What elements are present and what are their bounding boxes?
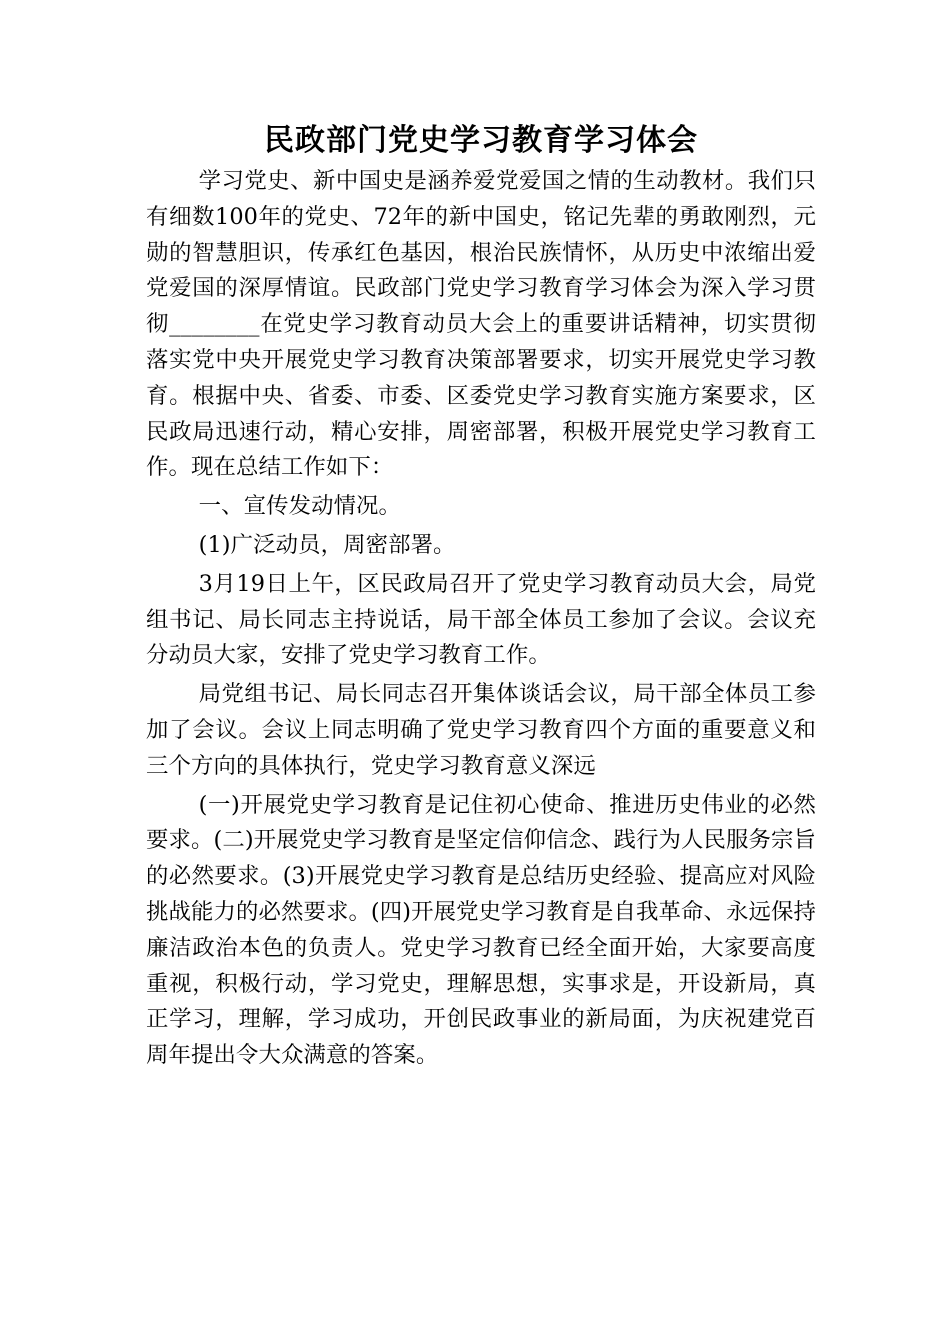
paragraph-subheading: (1)广泛动员，周密部署。: [198, 531, 456, 558]
paragraph-significance: (一)开展党史学习教育是记住初心使命、推进历史伟业的必然要求。(二)开展党史学习教育是坚定信仰信念、践行为人民服务宗旨的必然要求。(3)开展党史学习教育是总结历史经验、提高应对风险挑战能力的必然要求。(四)开展党史学习教育是自我革命、永远保持廉洁政治本色的负责人。党史学习教育已经全面开始，大家要高度重视，积极行动，学习党史，理解思想，实事求是，开设新局，真正学习，理解，学习成功，开创民政事业的新局面，为庆祝建党百周年提出令大众满意的答案。: [146, 791, 816, 1069]
paragraph-section-heading: 一、宣传发动情况。: [198, 493, 402, 520]
document-page: [146, 118, 816, 1074]
paragraph-meeting: 3月19日上午，区民政局召开了党史学习教育动员大会，局党组书记、局长同志主持说话，局干部全体员工参加了会议。会议充分动员大家，安排了党史学习教育工作。: [146, 570, 816, 669]
paragraph-talk: 局党组书记、局长同志召开集体谈话会议，局干部全体员工参加了会议。会议上同志明确了党史学习教育四个方面的重要意义和三个方向的具体执行，党史学习教育意义深远: [146, 681, 816, 779]
paragraph-intro: 学习党史、新中国史是涵养爱党爱国之情的生动教材。我们只有细数100年的党史、72年的新中国史，铭记先辈的勇敢刚烈，元勋的智慧胆识，传承红色基因，根治民族情怀，从历史中浓缩出爱党爱国的深厚情谊。民政部门党史学习教育学习体会为深入学习贯彻________在党史学习教育动员大会上的重要讲话精神，切实贯彻落实党中央开展党史学习教育决策部署要求，切实开展党史学习教育。根据中央、省委、市委、区委党史学习教育实施方案要求，区民政局迅速行动，精心安排，周密部署，积极开展党史学习教育工作。现在总结工作如下：: [146, 168, 816, 481]
document-title: 民政部门党史学习教育学习体会: [264, 123, 698, 158]
